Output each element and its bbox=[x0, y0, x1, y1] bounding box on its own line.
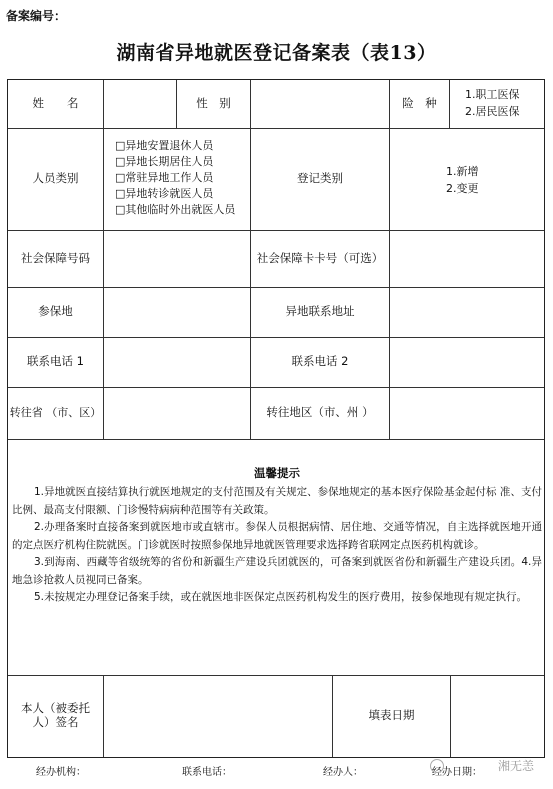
social-security-number-field[interactable] bbox=[104, 230, 250, 287]
fill-date-label: 填表日期 bbox=[368, 708, 415, 723]
fill-date-field[interactable] bbox=[451, 675, 544, 757]
transfer-area-label: 转往地区（市、州 ） bbox=[266, 405, 374, 420]
signature-label: 本人（被委托人）签名 bbox=[21, 701, 90, 729]
person-type-options[interactable] bbox=[115, 138, 235, 218]
social-security-card-label: 社会保障卡卡号（可选） bbox=[256, 250, 384, 265]
insured-place-field[interactable] bbox=[104, 287, 250, 337]
insured-place-label: 参保地 bbox=[38, 304, 73, 319]
person-type-option[interactable]: □异地长期居住人员 bbox=[115, 155, 214, 168]
name-field[interactable] bbox=[104, 80, 176, 128]
filing-number-label: 备案编号： bbox=[6, 9, 67, 23]
phone-1-label: 联系电话 1 bbox=[27, 354, 84, 369]
person-type-option[interactable]: □异地转诊就医人员 bbox=[115, 187, 214, 200]
handler-label: 经办人： bbox=[323, 767, 363, 778]
phone-2-field[interactable] bbox=[390, 337, 544, 387]
wechat-icon bbox=[430, 759, 444, 773]
signature-field[interactable] bbox=[104, 675, 332, 757]
registration-form-table bbox=[7, 79, 545, 758]
insurance-type-options[interactable] bbox=[465, 87, 520, 120]
transfer-province-field[interactable] bbox=[104, 387, 250, 439]
notice-item: 3.到海南、西藏等省级统筹的省份和新疆生产建设兵团就医的，可备案到就医省份和新疆生产建设兵团。4.异地急诊抢救人员视同已备案。 bbox=[12, 556, 542, 586]
phone-2-label: 联系电话 2 bbox=[291, 354, 349, 369]
notice-text bbox=[12, 484, 542, 607]
person-type-option[interactable]: □异地安置退休人员 bbox=[115, 139, 214, 152]
person-type-option[interactable]: □常驻异地工作人员 bbox=[115, 171, 214, 184]
registration-type-option[interactable]: 2.变更 bbox=[446, 181, 479, 195]
gender-field[interactable] bbox=[251, 80, 389, 128]
contact-phone-label: 联系电话： bbox=[182, 767, 232, 778]
remote-address-label: 异地联系地址 bbox=[285, 304, 355, 319]
notice-item: 1.异地就医直接结算执行就医地规定的支付范围及有关规定、参保地规定的基本医疗保险基金起付标 准、支付比例、最高支付限额、门诊慢特病病种范围等有关政策。 bbox=[12, 486, 542, 516]
registration-type-option[interactable]: 1.新增 bbox=[446, 165, 479, 178]
registration-type-label: 登记类别 bbox=[297, 171, 343, 186]
transfer-province-label: 转往省 （市、区） bbox=[9, 406, 102, 420]
registration-type-options[interactable] bbox=[446, 164, 479, 197]
notice-item: 5.未按规定办理登记备案手续，或在就医地非医保定点医药机构发生的医疗费用，按参保地现有规定执行。 bbox=[34, 591, 528, 603]
person-type-label: 人员类别 bbox=[32, 171, 79, 186]
phone-1-field[interactable] bbox=[104, 337, 250, 387]
agency-label: 经办机构： bbox=[36, 767, 86, 778]
handling-date-label: 经办日期： bbox=[432, 767, 482, 778]
social-security-number-label: 社会保障号码 bbox=[21, 250, 90, 265]
remote-address-field[interactable] bbox=[390, 287, 544, 337]
watermark bbox=[430, 757, 534, 774]
insurance-option[interactable]: 1.职工医保 bbox=[465, 88, 520, 101]
notice-title: 温馨提示 bbox=[254, 466, 300, 480]
form-title: 湖南省异地就医登记备案表（表13） bbox=[116, 42, 437, 64]
notice-item: 2.办理备案时直接备案到就医地市或直辖市。参保人员根据病情、居住地、交通等情况，自主选择就医地开通的定点医疗机构住院就医。门诊就医时按照参保地异地就医管理要求选择跨省联网定点医药机构就诊。 bbox=[12, 521, 542, 551]
gender-label: 性 别 bbox=[196, 96, 231, 111]
name-label: 姓 名 bbox=[32, 96, 79, 111]
insurance-option[interactable]: 2.居民医保 bbox=[465, 104, 520, 118]
insurance-type-label: 险 种 bbox=[402, 96, 437, 111]
watermark-text: 湘无恙 bbox=[498, 759, 535, 773]
social-security-card-field[interactable] bbox=[390, 230, 544, 287]
transfer-area-field[interactable] bbox=[390, 387, 544, 439]
person-type-option[interactable]: □其他临时外出就医人员 bbox=[115, 203, 236, 216]
